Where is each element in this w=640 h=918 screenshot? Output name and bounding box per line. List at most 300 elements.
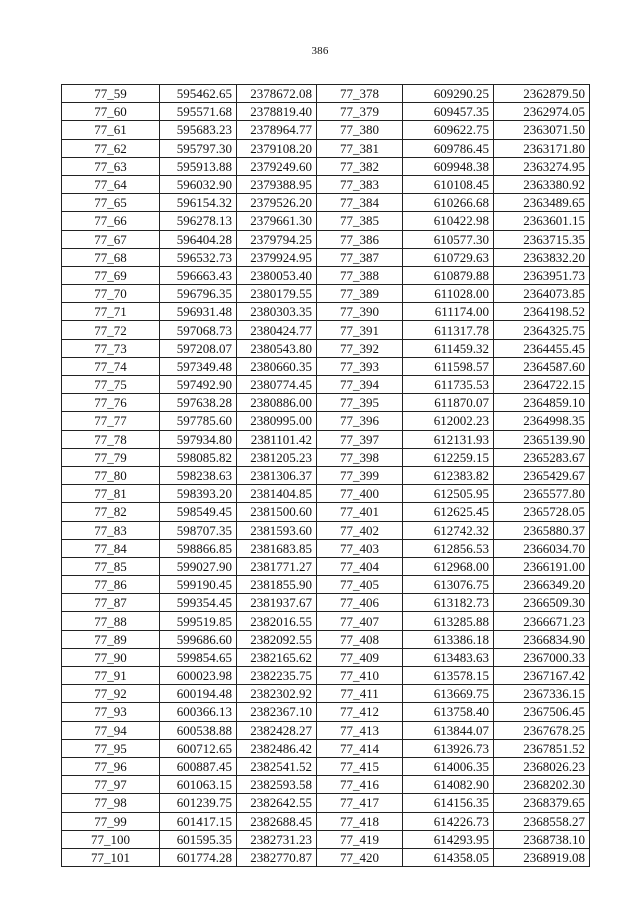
y-coordinate-cell: 2362974.05: [494, 103, 590, 121]
y-coordinate-cell: 2378819.40: [237, 103, 317, 121]
x-coordinate-cell: 597785.60: [160, 412, 237, 430]
y-coordinate-cell: 2381101.42: [237, 430, 317, 448]
x-coordinate-cell: 598085.82: [160, 448, 237, 466]
x-coordinate-cell: 611735.53: [403, 376, 494, 394]
point-id-cell: 77_87: [62, 594, 160, 612]
y-coordinate-cell: 2368919.08: [494, 848, 590, 866]
point-id-cell: 77_80: [62, 466, 160, 484]
y-coordinate-cell: 2363715.35: [494, 230, 590, 248]
table-row: [62, 830, 590, 848]
y-coordinate-cell: 2381937.67: [237, 594, 317, 612]
y-coordinate-cell: 2381771.27: [237, 557, 317, 575]
table-row: [62, 157, 590, 175]
x-coordinate-cell: 597349.48: [160, 357, 237, 375]
x-coordinate-cell: 613758.40: [403, 703, 494, 721]
point-id-cell: 77_82: [62, 503, 160, 521]
y-coordinate-cell: 2363274.95: [494, 157, 590, 175]
x-coordinate-cell: 599686.60: [160, 630, 237, 648]
table-row: [62, 739, 590, 757]
y-coordinate-cell: 2367167.42: [494, 667, 590, 685]
point-id-cell: 77_71: [62, 303, 160, 321]
point-id-cell: 77_81: [62, 485, 160, 503]
x-coordinate-cell: 597934.80: [160, 430, 237, 448]
point-id-cell: 77_74: [62, 357, 160, 375]
point-id-cell: 77_89: [62, 630, 160, 648]
y-coordinate-cell: 2368558.27: [494, 812, 590, 830]
y-coordinate-cell: 2363601.15: [494, 212, 590, 230]
point-id-cell: 77_382: [317, 157, 403, 175]
x-coordinate-cell: 613578.15: [403, 667, 494, 685]
point-id-cell: 77_100: [62, 830, 160, 848]
point-id-cell: 77_417: [317, 794, 403, 812]
x-coordinate-cell: 609622.75: [403, 121, 494, 139]
y-coordinate-cell: 2365880.37: [494, 521, 590, 539]
point-id-cell: 77_415: [317, 757, 403, 775]
table-row: [62, 848, 590, 866]
point-id-cell: 77_390: [317, 303, 403, 321]
y-coordinate-cell: 2380424.77: [237, 321, 317, 339]
table-row: [62, 212, 590, 230]
point-id-cell: 77_63: [62, 157, 160, 175]
table-row: [62, 812, 590, 830]
y-coordinate-cell: 2381593.60: [237, 521, 317, 539]
y-coordinate-cell: 2379108.20: [237, 139, 317, 157]
y-coordinate-cell: 2365728.05: [494, 503, 590, 521]
point-id-cell: 77_65: [62, 194, 160, 212]
table-row: [62, 594, 590, 612]
table-row: [62, 175, 590, 193]
x-coordinate-cell: 599519.85: [160, 612, 237, 630]
y-coordinate-cell: 2367678.25: [494, 721, 590, 739]
table-row: [62, 557, 590, 575]
table-row: [62, 521, 590, 539]
table-row: [62, 703, 590, 721]
y-coordinate-cell: 2382541.52: [237, 757, 317, 775]
x-coordinate-cell: 609948.38: [403, 157, 494, 175]
x-coordinate-cell: 613182.73: [403, 594, 494, 612]
point-id-cell: 77_101: [62, 848, 160, 866]
y-coordinate-cell: 2367336.15: [494, 685, 590, 703]
x-coordinate-cell: 610729.63: [403, 248, 494, 266]
x-coordinate-cell: 596154.32: [160, 194, 237, 212]
point-id-cell: 77_96: [62, 757, 160, 775]
x-coordinate-cell: 598393.20: [160, 485, 237, 503]
x-coordinate-cell: 598866.85: [160, 539, 237, 557]
point-id-cell: 77_412: [317, 703, 403, 721]
x-coordinate-cell: 595683.23: [160, 121, 237, 139]
point-id-cell: 77_387: [317, 248, 403, 266]
table-row: [62, 630, 590, 648]
x-coordinate-cell: 595913.88: [160, 157, 237, 175]
y-coordinate-cell: 2368379.65: [494, 794, 590, 812]
x-coordinate-cell: 601239.75: [160, 794, 237, 812]
x-coordinate-cell: 600887.45: [160, 757, 237, 775]
x-coordinate-cell: 613669.75: [403, 685, 494, 703]
x-coordinate-cell: 611459.32: [403, 339, 494, 357]
table-row: [62, 303, 590, 321]
table-row: [62, 121, 590, 139]
y-coordinate-cell: 2366034.70: [494, 539, 590, 557]
x-coordinate-cell: 610266.68: [403, 194, 494, 212]
x-coordinate-cell: 597492.90: [160, 376, 237, 394]
y-coordinate-cell: 2366509.30: [494, 594, 590, 612]
x-coordinate-cell: 611870.07: [403, 394, 494, 412]
point-id-cell: 77_91: [62, 667, 160, 685]
table-row: [62, 757, 590, 775]
table-row: [62, 139, 590, 157]
table-row: [62, 194, 590, 212]
x-coordinate-cell: 613386.18: [403, 630, 494, 648]
point-id-cell: 77_414: [317, 739, 403, 757]
y-coordinate-cell: 2380886.00: [237, 394, 317, 412]
x-coordinate-cell: 609786.45: [403, 139, 494, 157]
point-id-cell: 77_404: [317, 557, 403, 575]
point-id-cell: 77_401: [317, 503, 403, 521]
point-id-cell: 77_389: [317, 285, 403, 303]
x-coordinate-cell: 611028.00: [403, 285, 494, 303]
table-row: [62, 430, 590, 448]
y-coordinate-cell: 2382593.58: [237, 776, 317, 794]
y-coordinate-cell: 2382731.23: [237, 830, 317, 848]
y-coordinate-cell: 2367851.52: [494, 739, 590, 757]
table-row: [62, 357, 590, 375]
x-coordinate-cell: 611174.00: [403, 303, 494, 321]
coordinates-table: [61, 84, 590, 867]
point-id-cell: 77_64: [62, 175, 160, 193]
x-coordinate-cell: 595462.65: [160, 85, 237, 103]
point-id-cell: 77_408: [317, 630, 403, 648]
y-coordinate-cell: 2379249.60: [237, 157, 317, 175]
y-coordinate-cell: 2381404.85: [237, 485, 317, 503]
x-coordinate-cell: 610879.88: [403, 266, 494, 284]
point-id-cell: 77_60: [62, 103, 160, 121]
point-id-cell: 77_396: [317, 412, 403, 430]
point-id-cell: 77_97: [62, 776, 160, 794]
point-id-cell: 77_418: [317, 812, 403, 830]
point-id-cell: 77_402: [317, 521, 403, 539]
x-coordinate-cell: 611317.78: [403, 321, 494, 339]
y-coordinate-cell: 2364998.35: [494, 412, 590, 430]
point-id-cell: 77_77: [62, 412, 160, 430]
x-coordinate-cell: 610577.30: [403, 230, 494, 248]
y-coordinate-cell: 2363832.20: [494, 248, 590, 266]
y-coordinate-cell: 2365429.67: [494, 466, 590, 484]
point-id-cell: 77_67: [62, 230, 160, 248]
y-coordinate-cell: 2366349.20: [494, 576, 590, 594]
y-coordinate-cell: 2382428.27: [237, 721, 317, 739]
point-id-cell: 77_61: [62, 121, 160, 139]
point-id-cell: 77_88: [62, 612, 160, 630]
table-row: [62, 266, 590, 284]
x-coordinate-cell: 611598.57: [403, 357, 494, 375]
point-id-cell: 77_62: [62, 139, 160, 157]
table-row: [62, 376, 590, 394]
table-row: [62, 321, 590, 339]
point-id-cell: 77_84: [62, 539, 160, 557]
point-id-cell: 77_384: [317, 194, 403, 212]
point-id-cell: 77_420: [317, 848, 403, 866]
table-row: [62, 776, 590, 794]
point-id-cell: 77_411: [317, 685, 403, 703]
x-coordinate-cell: 609290.25: [403, 85, 494, 103]
x-coordinate-cell: 598238.63: [160, 466, 237, 484]
x-coordinate-cell: 598707.35: [160, 521, 237, 539]
x-coordinate-cell: 596278.13: [160, 212, 237, 230]
x-coordinate-cell: 599854.65: [160, 648, 237, 666]
table-row: [62, 612, 590, 630]
x-coordinate-cell: 596532.73: [160, 248, 237, 266]
table-row: [62, 103, 590, 121]
point-id-cell: 77_407: [317, 612, 403, 630]
y-coordinate-cell: 2379661.30: [237, 212, 317, 230]
x-coordinate-cell: 612856.53: [403, 539, 494, 557]
x-coordinate-cell: 596032.90: [160, 175, 237, 193]
table-row: [62, 466, 590, 484]
x-coordinate-cell: 599190.45: [160, 576, 237, 594]
x-coordinate-cell: 612002.23: [403, 412, 494, 430]
table-row: [62, 230, 590, 248]
y-coordinate-cell: 2381500.60: [237, 503, 317, 521]
y-coordinate-cell: 2379526.20: [237, 194, 317, 212]
point-id-cell: 77_403: [317, 539, 403, 557]
point-id-cell: 77_400: [317, 485, 403, 503]
table-row: [62, 721, 590, 739]
x-coordinate-cell: 614226.73: [403, 812, 494, 830]
y-coordinate-cell: 2380660.35: [237, 357, 317, 375]
table-row: [62, 285, 590, 303]
x-coordinate-cell: 596796.35: [160, 285, 237, 303]
x-coordinate-cell: 610108.45: [403, 175, 494, 193]
x-coordinate-cell: 612131.93: [403, 430, 494, 448]
x-coordinate-cell: 609457.35: [403, 103, 494, 121]
y-coordinate-cell: 2367000.33: [494, 648, 590, 666]
y-coordinate-cell: 2381306.37: [237, 466, 317, 484]
x-coordinate-cell: 614358.05: [403, 848, 494, 866]
x-coordinate-cell: 612625.45: [403, 503, 494, 521]
y-coordinate-cell: 2364198.52: [494, 303, 590, 321]
y-coordinate-cell: 2381205.23: [237, 448, 317, 466]
y-coordinate-cell: 2363071.50: [494, 121, 590, 139]
point-id-cell: 77_416: [317, 776, 403, 794]
x-coordinate-cell: 613076.75: [403, 576, 494, 594]
x-coordinate-cell: 599354.45: [160, 594, 237, 612]
table-row: [62, 667, 590, 685]
y-coordinate-cell: 2364455.45: [494, 339, 590, 357]
point-id-cell: 77_379: [317, 103, 403, 121]
point-id-cell: 77_385: [317, 212, 403, 230]
y-coordinate-cell: 2379388.95: [237, 175, 317, 193]
point-id-cell: 77_72: [62, 321, 160, 339]
point-id-cell: 77_381: [317, 139, 403, 157]
point-id-cell: 77_409: [317, 648, 403, 666]
table-row: [62, 539, 590, 557]
x-coordinate-cell: 600712.65: [160, 739, 237, 757]
point-id-cell: 77_85: [62, 557, 160, 575]
x-coordinate-cell: 614156.35: [403, 794, 494, 812]
point-id-cell: 77_397: [317, 430, 403, 448]
point-id-cell: 77_405: [317, 576, 403, 594]
point-id-cell: 77_95: [62, 739, 160, 757]
y-coordinate-cell: 2380774.45: [237, 376, 317, 394]
y-coordinate-cell: 2378672.08: [237, 85, 317, 103]
table-row: [62, 576, 590, 594]
coordinates-table-body: [62, 85, 590, 867]
y-coordinate-cell: 2378964.77: [237, 121, 317, 139]
x-coordinate-cell: 600366.13: [160, 703, 237, 721]
point-id-cell: 77_78: [62, 430, 160, 448]
point-id-cell: 77_99: [62, 812, 160, 830]
point-id-cell: 77_393: [317, 357, 403, 375]
point-id-cell: 77_394: [317, 376, 403, 394]
x-coordinate-cell: 601063.15: [160, 776, 237, 794]
point-id-cell: 77_395: [317, 394, 403, 412]
y-coordinate-cell: 2368738.10: [494, 830, 590, 848]
y-coordinate-cell: 2382770.87: [237, 848, 317, 866]
x-coordinate-cell: 612968.00: [403, 557, 494, 575]
x-coordinate-cell: 601595.35: [160, 830, 237, 848]
point-id-cell: 77_378: [317, 85, 403, 103]
x-coordinate-cell: 596663.43: [160, 266, 237, 284]
y-coordinate-cell: 2382688.45: [237, 812, 317, 830]
y-coordinate-cell: 2380543.80: [237, 339, 317, 357]
y-coordinate-cell: 2364325.75: [494, 321, 590, 339]
y-coordinate-cell: 2380179.55: [237, 285, 317, 303]
point-id-cell: 77_98: [62, 794, 160, 812]
y-coordinate-cell: 2363380.92: [494, 175, 590, 193]
y-coordinate-cell: 2365283.67: [494, 448, 590, 466]
point-id-cell: 77_380: [317, 121, 403, 139]
point-id-cell: 77_59: [62, 85, 160, 103]
table-row: [62, 503, 590, 521]
point-id-cell: 77_86: [62, 576, 160, 594]
table-row: [62, 448, 590, 466]
point-id-cell: 77_68: [62, 248, 160, 266]
y-coordinate-cell: 2364073.85: [494, 285, 590, 303]
point-id-cell: 77_419: [317, 830, 403, 848]
point-id-cell: 77_66: [62, 212, 160, 230]
x-coordinate-cell: 612742.32: [403, 521, 494, 539]
x-coordinate-cell: 613926.73: [403, 739, 494, 757]
x-coordinate-cell: 597208.07: [160, 339, 237, 357]
point-id-cell: 77_398: [317, 448, 403, 466]
y-coordinate-cell: 2382642.55: [237, 794, 317, 812]
point-id-cell: 77_386: [317, 230, 403, 248]
point-id-cell: 77_399: [317, 466, 403, 484]
point-id-cell: 77_392: [317, 339, 403, 357]
point-id-cell: 77_70: [62, 285, 160, 303]
point-id-cell: 77_79: [62, 448, 160, 466]
page-number: 386: [311, 45, 329, 57]
x-coordinate-cell: 601774.28: [160, 848, 237, 866]
point-id-cell: 77_410: [317, 667, 403, 685]
y-coordinate-cell: 2362879.50: [494, 85, 590, 103]
table-row: [62, 685, 590, 703]
y-coordinate-cell: 2379924.95: [237, 248, 317, 266]
y-coordinate-cell: 2381683.85: [237, 539, 317, 557]
x-coordinate-cell: 597638.28: [160, 394, 237, 412]
point-id-cell: 77_73: [62, 339, 160, 357]
point-id-cell: 77_406: [317, 594, 403, 612]
y-coordinate-cell: 2364722.15: [494, 376, 590, 394]
table-row: [62, 339, 590, 357]
y-coordinate-cell: 2368026.23: [494, 757, 590, 775]
table-row: [62, 412, 590, 430]
y-coordinate-cell: 2366834.90: [494, 630, 590, 648]
point-id-cell: 77_413: [317, 721, 403, 739]
x-coordinate-cell: 596931.48: [160, 303, 237, 321]
point-id-cell: 77_76: [62, 394, 160, 412]
x-coordinate-cell: 613483.63: [403, 648, 494, 666]
table-row: [62, 85, 590, 103]
y-coordinate-cell: 2365139.90: [494, 430, 590, 448]
y-coordinate-cell: 2380303.35: [237, 303, 317, 321]
y-coordinate-cell: 2382092.55: [237, 630, 317, 648]
point-id-cell: 77_93: [62, 703, 160, 721]
x-coordinate-cell: 601417.15: [160, 812, 237, 830]
table-row: [62, 485, 590, 503]
x-coordinate-cell: 600538.88: [160, 721, 237, 739]
x-coordinate-cell: 614006.35: [403, 757, 494, 775]
x-coordinate-cell: 600023.98: [160, 667, 237, 685]
y-coordinate-cell: 2382302.92: [237, 685, 317, 703]
point-id-cell: 77_391: [317, 321, 403, 339]
point-id-cell: 77_90: [62, 648, 160, 666]
x-coordinate-cell: 595571.68: [160, 103, 237, 121]
x-coordinate-cell: 599027.90: [160, 557, 237, 575]
table-row: [62, 794, 590, 812]
point-id-cell: 77_92: [62, 685, 160, 703]
x-coordinate-cell: 612383.82: [403, 466, 494, 484]
y-coordinate-cell: 2363489.65: [494, 194, 590, 212]
y-coordinate-cell: 2368202.30: [494, 776, 590, 794]
point-id-cell: 77_383: [317, 175, 403, 193]
point-id-cell: 77_83: [62, 521, 160, 539]
x-coordinate-cell: 610422.98: [403, 212, 494, 230]
x-coordinate-cell: 613844.07: [403, 721, 494, 739]
y-coordinate-cell: 2382367.10: [237, 703, 317, 721]
x-coordinate-cell: 597068.73: [160, 321, 237, 339]
point-id-cell: 77_94: [62, 721, 160, 739]
x-coordinate-cell: 600194.48: [160, 685, 237, 703]
y-coordinate-cell: 2382165.62: [237, 648, 317, 666]
x-coordinate-cell: 614293.95: [403, 830, 494, 848]
x-coordinate-cell: 596404.28: [160, 230, 237, 248]
y-coordinate-cell: 2366671.23: [494, 612, 590, 630]
x-coordinate-cell: 614082.90: [403, 776, 494, 794]
y-coordinate-cell: 2364859.10: [494, 394, 590, 412]
y-coordinate-cell: 2364587.60: [494, 357, 590, 375]
y-coordinate-cell: 2363951.73: [494, 266, 590, 284]
x-coordinate-cell: 612505.95: [403, 485, 494, 503]
y-coordinate-cell: 2381855.90: [237, 576, 317, 594]
table-row: [62, 648, 590, 666]
point-id-cell: 77_75: [62, 376, 160, 394]
table-row: [62, 394, 590, 412]
y-coordinate-cell: 2363171.80: [494, 139, 590, 157]
x-coordinate-cell: 598549.45: [160, 503, 237, 521]
y-coordinate-cell: 2367506.45: [494, 703, 590, 721]
table-row: [62, 248, 590, 266]
point-id-cell: 77_69: [62, 266, 160, 284]
x-coordinate-cell: 613285.88: [403, 612, 494, 630]
y-coordinate-cell: 2379794.25: [237, 230, 317, 248]
point-id-cell: 77_388: [317, 266, 403, 284]
x-coordinate-cell: 595797.30: [160, 139, 237, 157]
y-coordinate-cell: 2382016.55: [237, 612, 317, 630]
y-coordinate-cell: 2380053.40: [237, 266, 317, 284]
y-coordinate-cell: 2365577.80: [494, 485, 590, 503]
y-coordinate-cell: 2382235.75: [237, 667, 317, 685]
